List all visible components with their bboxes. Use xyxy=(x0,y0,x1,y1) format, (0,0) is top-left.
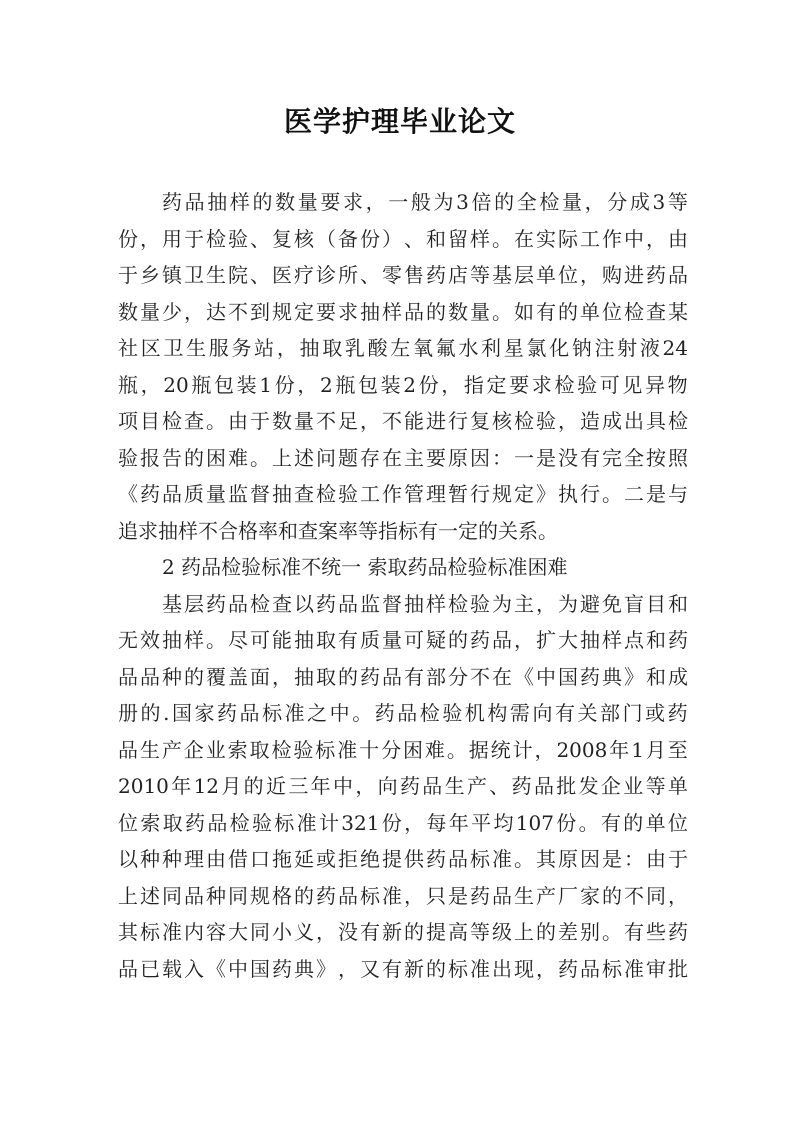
text-line: 其 标 准 内 容 大 同 小 义 ， 没 有 新 的 提 高 等 级 上 的 差 别 。 有 些 药 xyxy=(118,920,688,944)
text-line: 2 药品检验标准不统一 索取药品检验标准困难 xyxy=(162,555,568,579)
text-line: 位 索 取 药 品 检 验 标 准 计 321 份 ， 每 年 平 均 107 份 。 有 的 单 位 xyxy=(118,810,688,835)
text-line: 瓶 ， 20 瓶 包 装 1 份 ， 2 瓶 包 装 2 份 ， 指 定 要 求 检 验 可 见 异 物 xyxy=(118,372,688,397)
text-line: 以 种 种 理 由 借 口 拖 延 或 拒 绝 提 供 药 品 标 准 。 其 原 因 是 ： 由 于 xyxy=(118,847,688,871)
text-line: 份 ， 用 于 检 验 、 复 核 （ 备 份 ） 、 和 留 样 。 在 实 际 工 作 中 ， 由 xyxy=(118,226,688,251)
text-line: 品 生 产 企 业 索 取 检 验 标 准 十 分 困 难 。 据 统 计 ， 2008 年 1 月 至 xyxy=(118,737,688,762)
text-line: 于 乡 镇 卫 生 院 、 医 疗 诊 所 、 零 售 药 店 等 基 层 单 位 ， 购 进 药 品 xyxy=(118,263,688,287)
text-line: 品 品 种 的 覆 盖 面 ， 抽 取 的 药 品 有 部 分 不 在 《 中 国 药 典 》 和 成 xyxy=(118,664,688,689)
text-line: 社 区 卫 生 服 务 站 ， 抽 取 乳 酸 左 氧 氟 水 利 星 氯 化 钠 注 射 液 24 xyxy=(118,336,688,360)
text-line: 《 药 品 质 量 监 督 抽 查 检 验 工 作 管 理 暂 行 规 定 》 执 行 。 二 是 与 xyxy=(118,482,688,506)
text-line: 无 效 抽 样 。 尽 可 能 抽 取 有 质 量 可 疑 的 药 品 ， 扩 大 抽 样 点 和 药 xyxy=(118,628,688,652)
document-title: 医学护理毕业论文 xyxy=(283,105,516,138)
document-body xyxy=(118,184,688,987)
text-line: 上 述 同 品 种 同 规 格 的 药 品 标 准 ， 只 是 药 品 生 产 厂 家 的 不 同 ， xyxy=(118,883,688,908)
text-line: 2010 年 12 月 的 近 三 年 中 ， 向 药 品 生 产 、 药 品 批 发 企 业 等 单 xyxy=(118,774,688,798)
text-line: 验 报 告 的 困 难 。 上 述 问 题 存 在 主 要 原 因 ： 一 是 没 有 完 全 按 照 xyxy=(118,445,688,470)
text-line: 追求抽样不合格率和查案率等指标有一定的关系。 xyxy=(118,518,558,543)
text-line: 册 的 . 国 家 药 品 标 准 之 中 。 药 品 检 验 机 构 需 向 有 关 部 门 或 药 xyxy=(118,701,688,725)
text-line: 数 量 少 ， 达 不 到 规 定 要 求 抽 样 品 的 数 量 。 如 有 的 单 位 检 查 某 xyxy=(118,299,688,324)
text-line: 品 已 载 入 《 中 国 药 典 》 ， 又 有 新 的 标 准 出 现 ， 药 品 标 准 审 批 xyxy=(118,956,688,981)
text-line: 基 层 药 品 检 查 以 药 品 监 督 抽 样 检 验 为 主 ， 为 避 免 盲 目 和 xyxy=(162,591,688,616)
text-line: 药 品 抽 样 的 数 量 要 求 ， 一 般 为 3 倍 的 全 检 量 ， 分 成 3 等 xyxy=(162,190,688,214)
text-line: 项 目 检 查 。 由 于 数 量 不 足 ， 不 能 进 行 复 核 检 验 ， 造 成 出 具 检 xyxy=(118,409,688,433)
